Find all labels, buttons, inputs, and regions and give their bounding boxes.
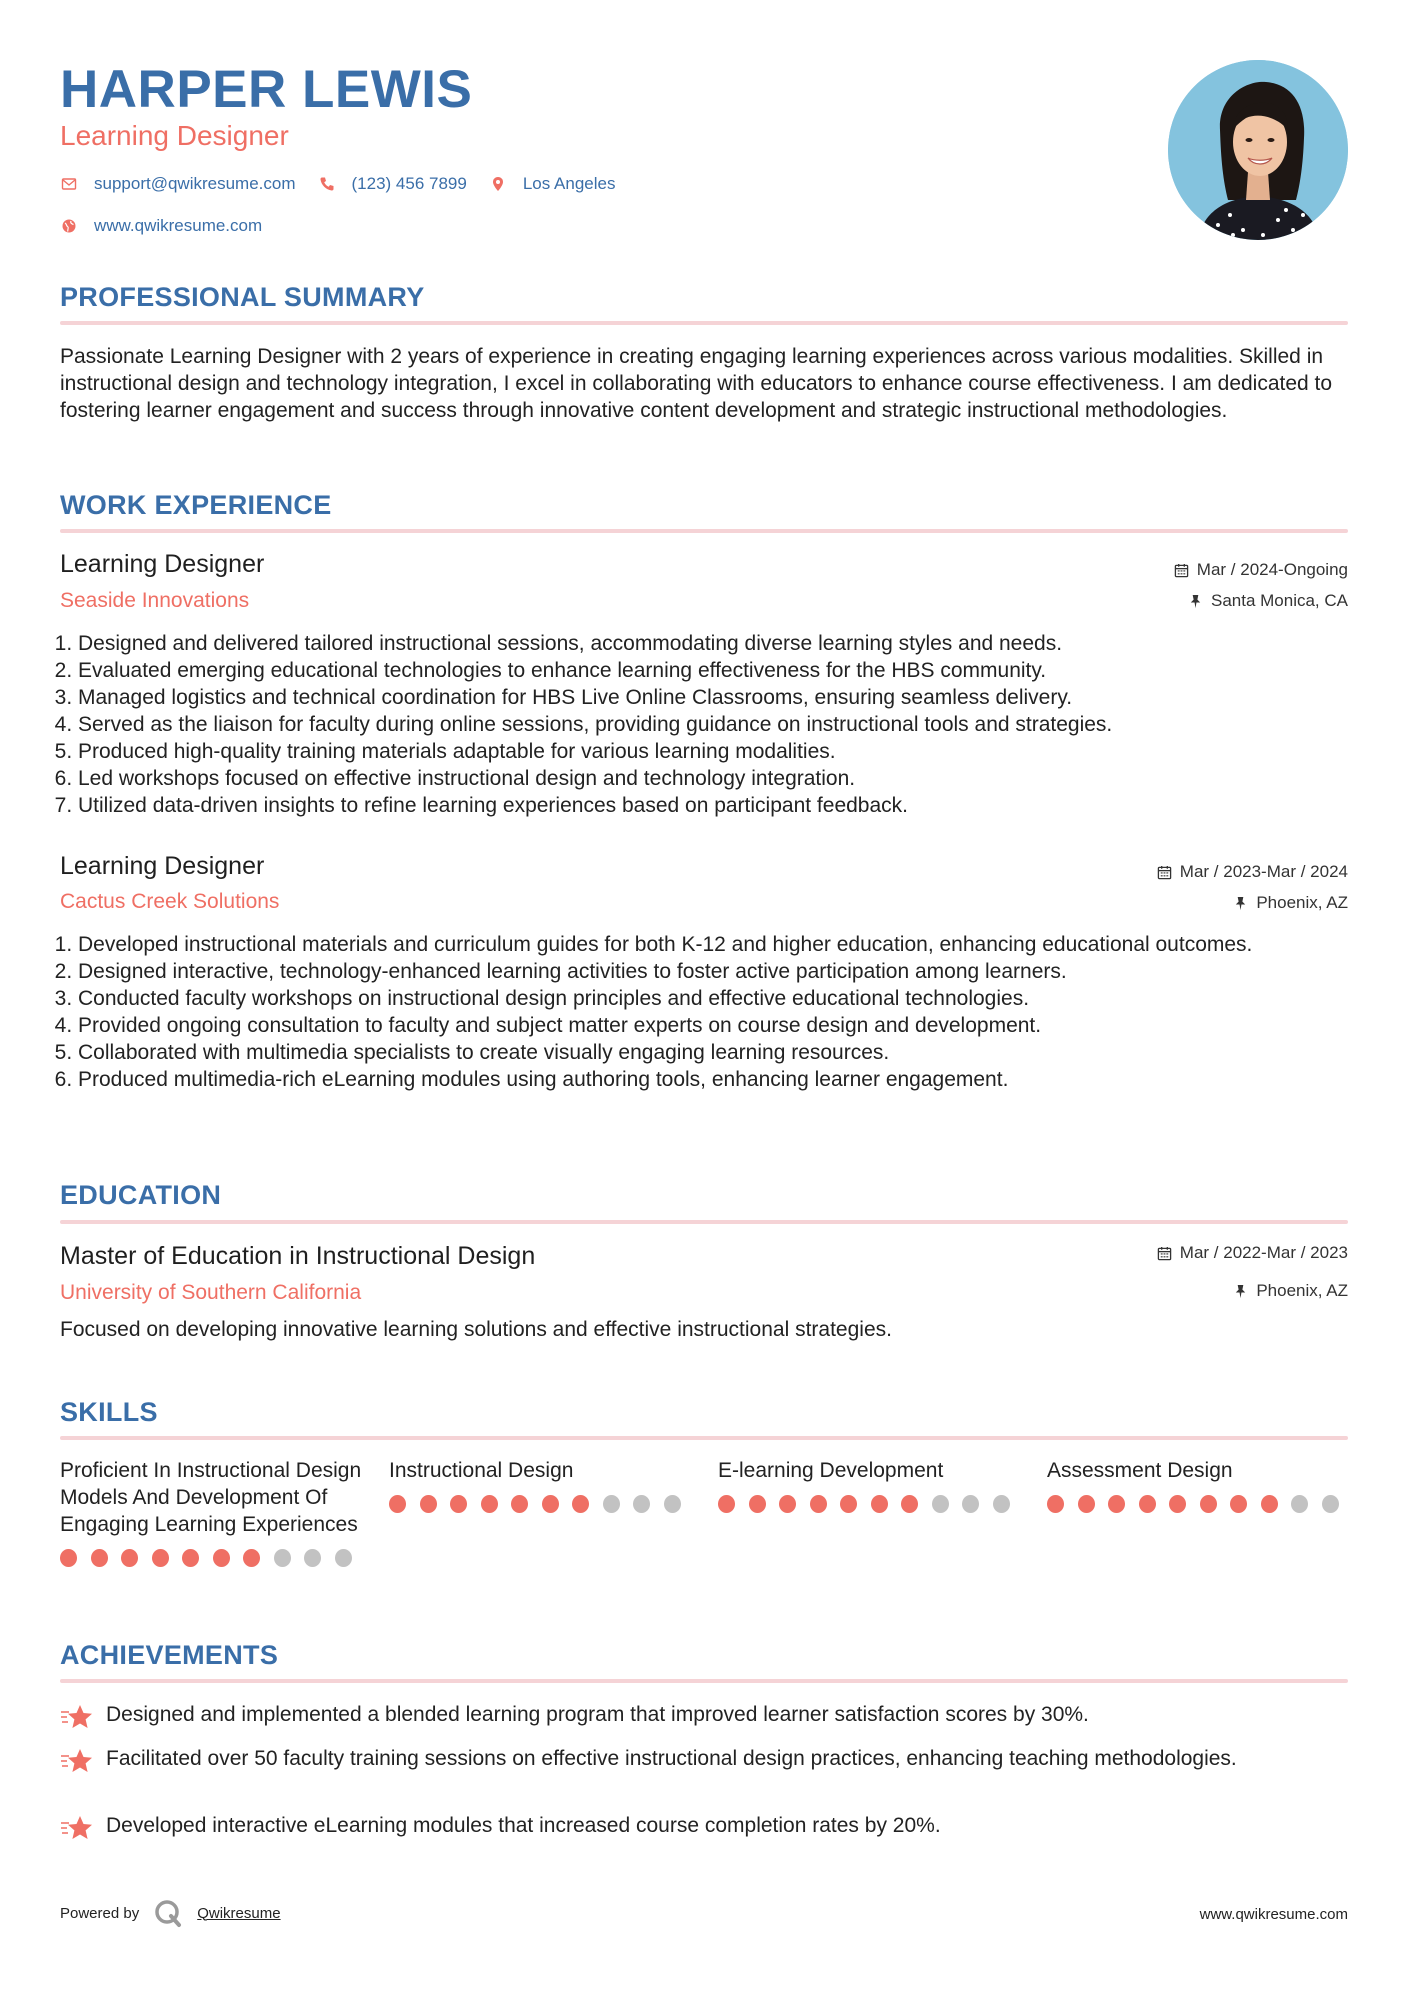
rating-dot-filled (511, 1495, 528, 1513)
list-item: 6. Led workshops focused on effective instructional design and technology integration. (78, 765, 1350, 792)
list-item: 3. Conducted faculty workshops on instructional design principles and effective educational technologies. (78, 985, 1350, 1012)
rating-dot-filled (871, 1495, 888, 1513)
rating-dot-empty (993, 1495, 1010, 1513)
education-dates (1157, 1242, 1348, 1264)
achievement-text: Developed interactive eLearning modules that increased course completion rates by 20%. (106, 1814, 941, 1837)
skill-name: E-learning Development (718, 1459, 944, 1482)
achievement-text: Facilitated over 50 faculty training sessions on effective instructional design practices, enhancing teaching methodologies. (106, 1747, 1237, 1770)
pushpin-icon (1233, 896, 1248, 911)
powered-by-label: Powered by (60, 1904, 140, 1922)
footer-powered-by (60, 1898, 281, 1928)
rating-dot-filled (182, 1549, 199, 1567)
skills-heading: SKILLS (60, 1397, 158, 1427)
job-dates-text: Mar / 2024-Ongoing (1196, 560, 1348, 579)
job-location-text: Santa Monica, CA (1210, 591, 1348, 610)
qwikresume-link[interactable]: Qwikresume (197, 1904, 281, 1922)
job-location (1188, 590, 1348, 612)
rating-dot-empty (335, 1549, 352, 1567)
star-icon (60, 1814, 94, 1844)
company-name: Seaside Innovations (60, 589, 250, 612)
rating-dot-filled (1108, 1495, 1125, 1513)
list-item: 3. Managed logistics and technical coordination for HBS Live Online Classrooms, ensuring seamless delivery. (78, 684, 1350, 711)
education-description: Focused on developing innovative learning solutions and effective instructional strategies. (60, 1318, 892, 1341)
job-dates (1157, 861, 1348, 883)
candidate-role: Learning Designer (60, 120, 289, 151)
list-item: 1. Designed and delivered tailored instructional sessions, accommodating diverse learning styles and needs. (78, 630, 1350, 657)
contact-phone[interactable] (318, 174, 467, 194)
globe-icon (60, 217, 78, 235)
rating-dot-filled (1139, 1495, 1156, 1513)
contact-website[interactable] (60, 216, 262, 236)
rating-dot-filled (243, 1549, 260, 1567)
school-name: University of Southern California (60, 1281, 362, 1304)
list-item: 4. Served as the liaison for faculty during online sessions, providing guidance on instructional tools and strategies. (78, 711, 1350, 738)
rating-dot-filled (718, 1495, 735, 1513)
rating-dot-filled (152, 1549, 169, 1567)
rating-dot-filled (542, 1495, 559, 1513)
achievements-heading: ACHIEVEMENTS (60, 1640, 279, 1670)
rating-dot-filled (779, 1495, 796, 1513)
phone-icon (318, 175, 336, 193)
list-item: 2. Evaluated emerging educational technologies to enhance learning effectiveness for the HBS community. (78, 657, 1350, 684)
rating-dot-empty (633, 1495, 650, 1513)
list-item: 2. Designed interactive, technology-enhanced learning activities to foster active participation among learners. (78, 958, 1350, 985)
job-responsibilities (60, 630, 1350, 819)
rating-dot-filled (450, 1495, 467, 1513)
rating-dot-empty (932, 1495, 949, 1513)
rating-dot-filled (60, 1549, 77, 1567)
company-name: Cactus Creek Solutions (60, 890, 280, 913)
skill-item (389, 1457, 694, 1513)
job-responsibilities (60, 931, 1350, 1093)
footer-website-link[interactable]: www.qwikresume.com (1199, 1906, 1348, 1923)
skill-name: Instructional Design (389, 1459, 574, 1482)
website-text: www.qwikresume.com (94, 216, 263, 235)
job-title: Learning Designer (60, 550, 265, 578)
rating-dot-filled (572, 1495, 589, 1513)
map-pin-icon (489, 175, 507, 193)
rating-dot-empty (962, 1495, 979, 1513)
pushpin-icon (1188, 594, 1203, 609)
section-divider (60, 1436, 1348, 1440)
rating-dot-filled (481, 1495, 498, 1513)
achievement-item (60, 1701, 1350, 1733)
calendar-icon (1157, 865, 1172, 880)
rating-dot-filled (389, 1495, 406, 1513)
profile-photo (1168, 60, 1348, 240)
section-divider (60, 1220, 1348, 1224)
skill-name: Proficient In Instructional Design Models And Development Of Engaging Learning Experiences (60, 1459, 362, 1536)
email-text: support@qwikresume.com (94, 174, 296, 193)
list-item: 6. Produced multimedia-rich eLearning modules using authoring tools, enhancing learner engagement. (78, 1066, 1350, 1093)
list-item: 4. Provided ongoing consultation to faculty and subject matter experts on course design and development. (78, 1012, 1350, 1039)
education-dates-text: Mar / 2022-Mar / 2023 (1179, 1243, 1348, 1262)
experience-heading: WORK EXPERIENCE (60, 490, 332, 520)
section-divider (60, 1679, 1348, 1683)
list-item: 1. Developed instructional materials and curriculum guides for both K-12 and higher education, enhancing educational outcomes. (78, 931, 1350, 958)
candidate-name: HARPER LEWIS (60, 60, 473, 119)
star-icon (60, 1747, 94, 1777)
summary-heading: PROFESSIONAL SUMMARY (60, 282, 425, 312)
skill-rating (718, 1495, 1023, 1513)
calendar-icon (1174, 563, 1189, 578)
skill-name: Assessment Design (1047, 1459, 1233, 1482)
section-divider (60, 321, 1348, 325)
calendar-icon (1157, 1246, 1172, 1261)
contact-email[interactable] (60, 174, 296, 194)
job-dates-text: Mar / 2023-Mar / 2024 (1179, 862, 1348, 881)
education-heading: EDUCATION (60, 1180, 222, 1210)
rating-dot-filled (901, 1495, 918, 1513)
rating-dot-filled (1261, 1495, 1278, 1513)
achievement-item (60, 1745, 1350, 1777)
pushpin-icon (1233, 1284, 1248, 1299)
rating-dot-empty (1291, 1495, 1308, 1513)
qwikresume-logo-icon (153, 1898, 183, 1928)
rating-dot-empty (603, 1495, 620, 1513)
contact-location (489, 174, 616, 194)
location-text: Los Angeles (522, 174, 616, 193)
rating-dot-filled (420, 1495, 437, 1513)
rating-dot-filled (1200, 1495, 1217, 1513)
skill-rating (60, 1549, 365, 1567)
skill-item (718, 1457, 1023, 1513)
rating-dot-filled (1169, 1495, 1186, 1513)
job-location (1233, 892, 1348, 914)
rating-dot-filled (810, 1495, 827, 1513)
rating-dot-filled (1078, 1495, 1095, 1513)
skill-item (1047, 1457, 1352, 1513)
degree-title: Master of Education in Instructional Design (60, 1242, 536, 1270)
job-location-text: Phoenix, AZ (1256, 893, 1348, 912)
skill-rating (389, 1495, 694, 1513)
phone-text: (123) 456 7899 (351, 174, 467, 193)
rating-dot-empty (1322, 1495, 1339, 1513)
list-item: 7. Utilized data-driven insights to refine learning experiences based on participant feedback. (78, 792, 1350, 819)
star-icon (60, 1703, 94, 1733)
education-location-text: Phoenix, AZ (1256, 1281, 1348, 1300)
rating-dot-empty (274, 1549, 291, 1567)
achievement-item (60, 1812, 1350, 1844)
contact-info (60, 170, 637, 254)
list-item: 5. Collaborated with multimedia specialists to create visually engaging learning resources. (78, 1039, 1350, 1066)
rating-dot-filled (749, 1495, 766, 1513)
list-item: 5. Produced high-quality training materials adaptable for various learning modalities. (78, 738, 1350, 765)
achievement-text: Designed and implemented a blended learning program that improved learner satisfaction scores by 30%. (106, 1703, 1089, 1726)
rating-dot-filled (91, 1549, 108, 1567)
rating-dot-filled (1047, 1495, 1064, 1513)
rating-dot-filled (121, 1549, 138, 1567)
envelope-icon (60, 175, 78, 193)
skill-item (60, 1457, 365, 1567)
section-divider (60, 529, 1348, 533)
job-title: Learning Designer (60, 852, 265, 880)
skill-rating (1047, 1495, 1352, 1513)
education-location (1233, 1280, 1348, 1302)
rating-dot-filled (840, 1495, 857, 1513)
summary-text: Passionate Learning Designer with 2 years of experience in creating engaging learning experiences across various modalities. Skilled in instructional design and technology integration, I excel in collaborating with educators to enhance course effectiveness. I am dedicated to fostering learner engagement and success through innovative content development and strategic instructional methodologies. (60, 345, 1333, 422)
rating-dot-empty (664, 1495, 681, 1513)
rating-dot-filled (1230, 1495, 1247, 1513)
job-dates (1174, 559, 1348, 581)
rating-dot-empty (304, 1549, 321, 1567)
rating-dot-filled (213, 1549, 230, 1567)
